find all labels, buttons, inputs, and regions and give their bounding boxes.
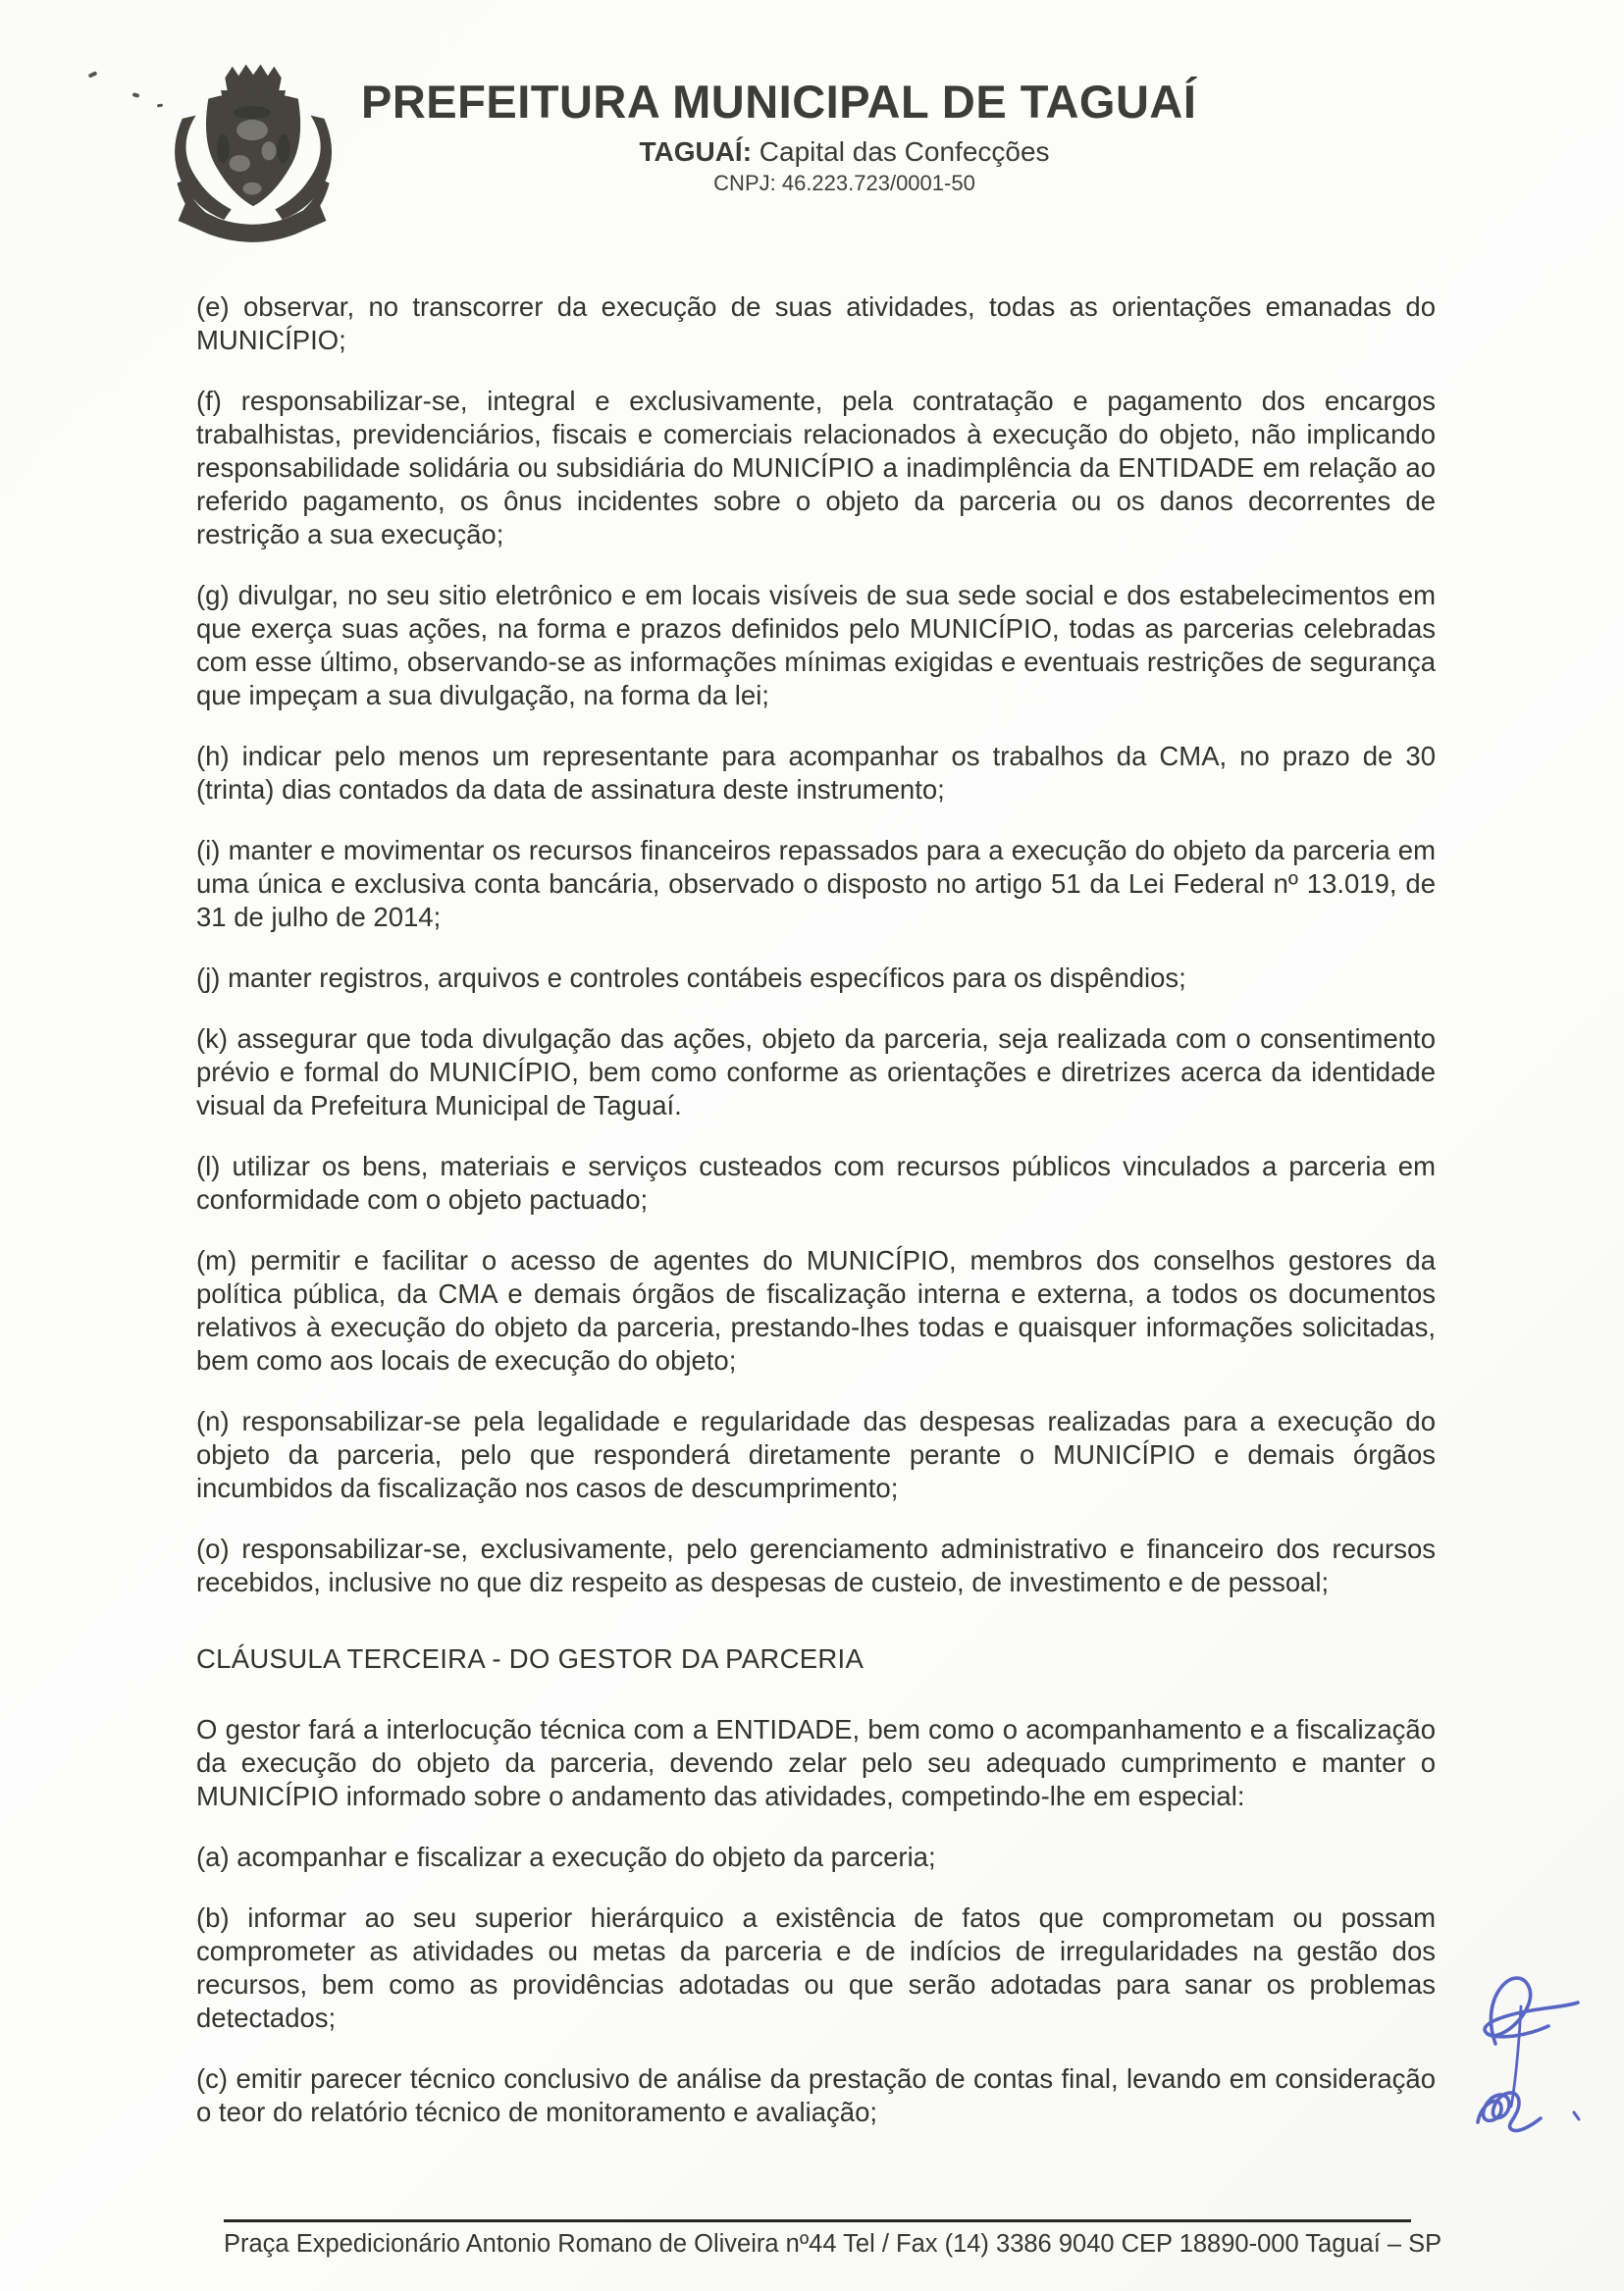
slogan-label: TAGUAÍ: <box>639 136 753 167</box>
section-heading: CLÁUSULA TERCEIRA - DO GESTOR DA PARCERIA <box>196 1643 864 1674</box>
cnpj-line: CNPJ: 46.223.723/0001-50 <box>713 171 975 195</box>
clause-paragraph: (n) responsabilizar-se pela legalidade e regularidade das despesas realizadas para a execução do objeto da parceria, pelo que responderá diretamente perante o MUNICÍPIO e demais órgãos incumbidos da fiscalização nos casos de descumprimento; <box>196 1406 1436 1503</box>
letterhead <box>0 0 1624 265</box>
handwritten-pen-signature-icon <box>1450 1957 1617 2144</box>
clause-paragraph: (f) responsabilizar-se, integral e exclusivamente, pela contratação e pagamento dos encargos trabalhistas, previdenciários, fiscais e comerciais relacionados à execução do objeto, não implicando responsabilidade solidária ou subsidiária do MUNICÍPIO a inadimplência da ENTIDADE em relação ao referido pagamento, os ônus incidentes sobre o objeto da parceria ou os danos decorrentes de restrição a sua execução; <box>196 386 1436 549</box>
footer-address: Praça Expedicionário Antonio Romano de Oliveira nº44 Tel / Fax (14) 3386 9040 CEP 18890-000 Taguaí – SP <box>224 2230 1442 2258</box>
clause-paragraph: (i) manter e movimentar os recursos financeiros repassados para a execução do objeto da parceria em uma única e exclusiva conta bancária, observado o disposto no artigo 51 da Lei Federal nº 13.019, de 31 de julho de 2014; <box>196 835 1436 932</box>
city-slogan <box>361 136 1328 168</box>
document-body <box>196 290 1436 2157</box>
letterhead-text <box>361 75 1328 196</box>
slogan-text: Capital das Confecções <box>752 136 1050 167</box>
clause-paragraph: (e) observar, no transcorrer da execução de suas atividades, todas as orientações emanadas do MUNICÍPIO; <box>196 291 1436 355</box>
clause-paragraph: O gestor fará a interlocução técnica com a ENTIDADE, bem como o acompanhamento e a fiscalização da execução do objeto da parceria, devendo zelar pelo seu adequado cumprimento e manter o MUNICÍPIO informado sobre o andamento das atividades, competindo-lhe em especial: <box>196 1714 1436 1811</box>
clause-paragraph: (g) divulgar, no seu sitio eletrônico e em locais visíveis de sua sede social e dos estabelecimentos em que exerça suas ações, na forma e prazos definidos pelo MUNICÍPIO, todas as parcerias celebradas com esse último, observando-se as informações mínimas exigidas e eventuais restrições de segurança que impeçam a sua divulgação, na forma da lei; <box>196 580 1436 710</box>
footer-rule <box>224 2219 1411 2222</box>
clause-paragraph: (l) utilizar os bens, materiais e serviços custeados com recursos públicos vinculados a parceria em conformidade com o objeto pactuado; <box>196 1151 1436 1215</box>
clause-paragraph: (o) responsabilizar-se, exclusivamente, pelo gerenciamento administrativo e financeiro dos recursos recebidos, inclusive no que diz respeito as despesas de custeio, de investimento e de pessoal; <box>196 1534 1436 1597</box>
clause-paragraph: (c) emitir parecer técnico conclusivo de análise da prestação de contas final, levando em consideração o teor do relatório técnico de monitoramento e avaliação; <box>196 2063 1436 2127</box>
clause-paragraph: (j) manter registros, arquivos e controles contábeis específicos para os dispêndios; <box>196 963 1186 993</box>
org-name: PREFEITURA MUNICIPAL DE TAGUAÍ <box>361 76 1197 128</box>
clause-paragraph: (m) permitir e facilitar o acesso de agentes do MUNICÍPIO, membros dos conselhos gestores da política pública, da CMA e demais órgãos de fiscalização interna e externa, a todos os documentos relativos à execução do objeto da parceria, prestando-lhes todas e quaisquer informações solicitadas, bem como aos locais de execução do objeto; <box>196 1245 1436 1376</box>
clause-paragraph: (h) indicar pelo menos um representante para acompanhar os trabalhos da CMA, no prazo de 30 (trinta) dias contados da data de assinatura deste instrumento; <box>196 741 1436 805</box>
coat-of-arms-logo <box>145 55 359 253</box>
clause-paragraph: (k) assegurar que toda divulgação das ações, objeto da parceria, seja realizada com o consentimento prévio e formal do MUNICÍPIO, bem como conforme as orientações e diretrizes acerca da identidade visual da Prefeitura Municipal de Taguaí. <box>196 1023 1436 1120</box>
clause-paragraph: (a) acompanhar e fiscalizar a execução do objeto da parceria; <box>196 1842 936 1872</box>
page-footer <box>224 2219 1442 2259</box>
clause-paragraph: (b) informar ao seu superior hierárquico a existência de fatos que comprometam ou possam comprometer as atividades ou metas da parceria e de indícios de irregularidades na gestão dos recursos, bem como as providências adotadas ou que serão adotadas para sanar os problemas detectados; <box>196 1902 1436 2033</box>
clauses-list <box>196 290 1436 2129</box>
